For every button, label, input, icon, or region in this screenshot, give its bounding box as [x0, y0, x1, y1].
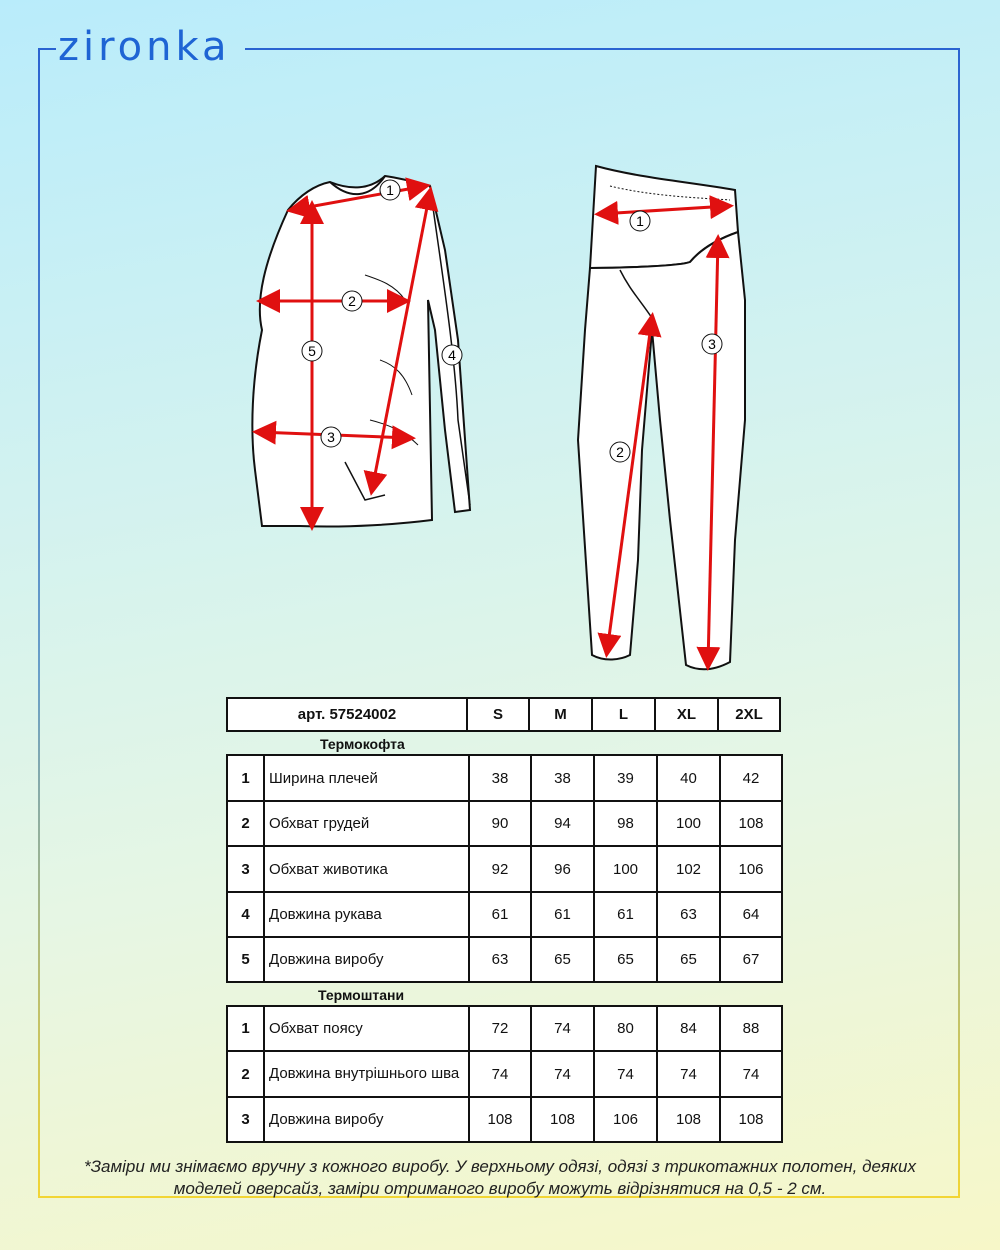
cell-value: 74 — [594, 1051, 657, 1097]
row-number: 1 — [227, 755, 264, 801]
cell-value: 38 — [531, 755, 594, 801]
cell-value: 80 — [594, 1006, 657, 1051]
pants-illustration — [578, 166, 745, 669]
cell-value: 63 — [657, 892, 720, 937]
cell-value: 42 — [720, 755, 782, 801]
top-marker-2: 2 — [348, 293, 356, 309]
top-marker-3: 3 — [327, 429, 335, 445]
row-label: Ширина плечей — [264, 755, 469, 801]
top-marker-5: 5 — [308, 343, 316, 359]
cell-value: 106 — [720, 846, 782, 892]
cell-value: 63 — [469, 937, 531, 982]
measurement-note: *Заміри ми знімаємо вручну з кожного виробу. У верхньому одязі, одязі з трикотажних полотен, деяких моделей оверсайз, заміри отриманого виробу можуть відрізнятися на 0,5 - 2 см. — [84, 1157, 916, 1198]
row-label: Обхват грудей — [264, 801, 469, 846]
size-col-2xl: 2XL — [718, 698, 780, 731]
size-col-xl: XL — [655, 698, 718, 731]
pants-marker-1: 1 — [636, 213, 644, 229]
row-label: Довжина внутрішнього шва — [264, 1051, 469, 1097]
cell-value: 65 — [594, 937, 657, 982]
size-col-s: S — [467, 698, 529, 731]
cell-value: 74 — [657, 1051, 720, 1097]
cell-value: 90 — [469, 801, 531, 846]
cell-value: 65 — [657, 937, 720, 982]
size-col-m: M — [529, 698, 592, 731]
cell-value: 65 — [531, 937, 594, 982]
cell-value: 64 — [720, 892, 782, 937]
table-row — [227, 1097, 782, 1142]
cell-value: 39 — [594, 755, 657, 801]
cell-value: 102 — [657, 846, 720, 892]
cell-value: 108 — [720, 1097, 782, 1142]
cell-value: 67 — [720, 937, 782, 982]
cell-value: 61 — [594, 892, 657, 937]
size-col-l: L — [592, 698, 655, 731]
pants-marker-3: 3 — [708, 336, 716, 352]
cell-value: 61 — [531, 892, 594, 937]
row-number: 2 — [227, 1051, 264, 1097]
row-number: 3 — [227, 1097, 264, 1142]
cell-value: 72 — [469, 1006, 531, 1051]
cell-value: 84 — [657, 1006, 720, 1051]
cell-value: 100 — [594, 846, 657, 892]
row-label: Довжина виробу — [264, 1097, 469, 1142]
brand-logo: zironka — [58, 24, 231, 70]
table-row — [227, 892, 782, 937]
cell-value: 96 — [531, 846, 594, 892]
size-table-pants — [226, 1005, 783, 1143]
size-table-header — [226, 697, 781, 732]
cell-value: 100 — [657, 801, 720, 846]
row-label: Обхват поясу — [264, 1006, 469, 1051]
cell-value: 108 — [657, 1097, 720, 1142]
cell-value: 40 — [657, 755, 720, 801]
size-table-top — [226, 754, 783, 983]
row-label: Довжина виробу — [264, 937, 469, 982]
cell-value: 88 — [720, 1006, 782, 1051]
top-marker-4: 4 — [448, 347, 456, 363]
cell-value: 74 — [531, 1051, 594, 1097]
table-row — [227, 801, 782, 846]
row-number: 5 — [227, 937, 264, 982]
section-title-top: Термокофта — [320, 736, 405, 752]
cell-value: 108 — [720, 801, 782, 846]
cell-value: 61 — [469, 892, 531, 937]
table-row — [227, 755, 782, 801]
row-number: 2 — [227, 801, 264, 846]
cell-value: 94 — [531, 801, 594, 846]
table-row — [227, 937, 782, 982]
table-row — [227, 1006, 782, 1051]
top-illustration — [252, 176, 470, 527]
row-number: 3 — [227, 846, 264, 892]
article-number: арт. 57524002 — [227, 698, 467, 731]
cell-value: 108 — [469, 1097, 531, 1142]
cell-value: 74 — [469, 1051, 531, 1097]
cell-value: 74 — [531, 1006, 594, 1051]
pants-marker-2: 2 — [616, 444, 624, 460]
table-row — [227, 846, 782, 892]
row-label: Обхват животика — [264, 846, 469, 892]
row-label: Довжина рукава — [264, 892, 469, 937]
cell-value: 74 — [720, 1051, 782, 1097]
cell-value: 106 — [594, 1097, 657, 1142]
cell-value: 38 — [469, 755, 531, 801]
cell-value: 92 — [469, 846, 531, 892]
row-number: 4 — [227, 892, 264, 937]
top-marker-1: 1 — [386, 182, 394, 198]
row-number: 1 — [227, 1006, 264, 1051]
table-row — [227, 1051, 782, 1097]
cell-value: 98 — [594, 801, 657, 846]
section-title-pants: Термоштани — [318, 987, 405, 1003]
cell-value: 108 — [531, 1097, 594, 1142]
